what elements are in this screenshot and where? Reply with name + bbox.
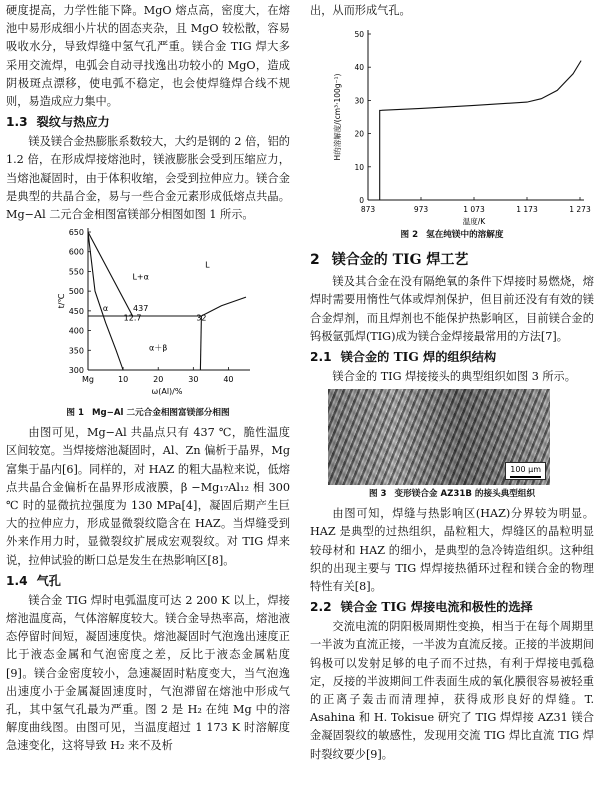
- y-axis-title: H的溶解度/(cm³·100g⁻¹): [333, 73, 342, 161]
- section-number: 2: [310, 252, 320, 269]
- paragraph-eutectic-cracks: 由图可见，Mg−Al 共晶点只有 437 ℃，脆性温度区间较宽。当焊接熔池凝固时，Al、Zn 偏析于晶界，Mg 富集于晶内[6]。同样的，对 HAZ 的粗大晶粒来说，低熔点共晶合金偏析在晶界形成液膜，β −Mg₁₇Al₁₂ 相 300 ℃ 时的显微抗拉强度为 130 MPa[4]，凝固后期产生巨大的拉伸应力，形成显微裂纹隐含在 HAZ。当焊缝受到外来作用力时，显微裂纹扩展成宏观裂纹。对 TIG 焊来说，拉伸试验的断口总是发生在热影响区[8]。: [6, 426, 290, 567]
- section-heading-2: [310, 250, 594, 271]
- x-axis-title: ω(Al)/%: [151, 387, 183, 397]
- section-number: 1.4: [6, 573, 28, 588]
- figure-1-caption-text: Mg−Al 二元合金相图富镁部分相图: [91, 408, 230, 419]
- y-tick-label: 50: [354, 30, 364, 40]
- section-number: 2.1: [310, 350, 332, 365]
- right-column: [310, 2, 594, 764]
- series-line-5: [200, 316, 201, 370]
- y-tick-label: 350: [68, 346, 84, 356]
- y-tick-label: 30: [354, 96, 364, 106]
- y-tick-label: 20: [354, 129, 364, 139]
- paragraph-haz: 由图可知，焊缝与热影响区(HAZ)分界较为明显。HAZ 是典型的过热组织，晶粒粗大，焊缝区的晶粒明显较母材和 HAZ 的细小，是典型的急冷铸造组织。这种组织的出现主要与 TIG 焊焊接热循环过程和镁合金的物理特性有关[8]。: [310, 507, 594, 594]
- figure-3-number: 图 3: [368, 489, 387, 500]
- section-number: 2.2: [310, 600, 332, 615]
- section-heading-1-4: [6, 572, 290, 591]
- section-number: 1.3: [6, 115, 28, 130]
- figure-2-hydrogen-solubility: [310, 20, 594, 226]
- x-tick-label: 40: [223, 375, 234, 385]
- region-label: 437: [133, 304, 149, 314]
- x-tick-label: 10: [118, 375, 129, 385]
- section-heading-2-1: [310, 348, 594, 367]
- series-line-2: [88, 232, 123, 370]
- region-label: α＋β: [149, 343, 168, 353]
- y-tick-label: 650: [68, 228, 84, 238]
- figure-2-caption-text: 氢在纯镁中的溶解度: [426, 230, 504, 241]
- section-title: 镁合金的 TIG 焊工艺: [331, 252, 469, 269]
- y-tick-label: 600: [68, 247, 84, 257]
- region-label: 12.7: [123, 313, 142, 323]
- x-axis-title: 温度/K: [462, 217, 486, 227]
- left-column: [6, 2, 290, 756]
- x-tick-label: 1 173: [516, 205, 538, 215]
- solubility-axes: [332, 30, 591, 226]
- phase-diagram-labels: [103, 261, 210, 353]
- y-axis-title: t/℃: [57, 293, 66, 309]
- section-title: 裂纹与热应力: [36, 115, 110, 130]
- y-tick-label: 10: [354, 163, 364, 173]
- y-tick-label: 300: [68, 366, 84, 376]
- section-title: 镁合金的 TIG 焊的组织结构: [340, 350, 497, 365]
- section-heading-2-2: [310, 598, 594, 617]
- figure-3-caption: [310, 487, 594, 501]
- x-tick-label: 20: [153, 375, 164, 385]
- region-label: L+α: [132, 272, 149, 282]
- figure-3-micrograph: [328, 389, 550, 485]
- paragraph-tig-process: 镁及其合金在没有隔绝氧的条件下焊接时易燃烧，熔焊时需要用惰性气体或焊剂保护，但目前还没有有效的镁合金焊剂，而且焊剂也不能保护热影响区，目前镁合金的钨极氩弧焊(TIG)成为镁合金焊接最常用的方法[7]。: [310, 275, 594, 343]
- phase-diagram-axes: [57, 228, 250, 396]
- paragraph-continuation: 出，从而形成气孔。: [310, 4, 411, 17]
- paragraph-mgo-inclusions: 硬度提高，力学性能下降。MgO 熔点高，密度大，在熔池中易形成细小片状的固态夹杂，且 MgO 较松散，容易吸收水分，导致焊缝中氢气孔严重。镁合金 TIG 焊大多采用交流焊，电弧会自动寻找逸出功较小的 MgO，造成阴极斑点漂移，使电弧不稳定，也会使焊缝焊合线不规则，易造成应力集中。: [6, 4, 290, 109]
- y-tick-label: 450: [68, 307, 84, 317]
- series-line-1: [88, 232, 133, 316]
- section-title: 镁合金 TIG 焊接电流和极性的选择: [340, 600, 533, 615]
- x-tick-label: 1 273: [569, 205, 591, 215]
- solubility-curves: [380, 61, 581, 200]
- paragraph-porosity: 镁合金 TIG 焊时电弧温度可达 2 200 K 以上，焊接熔池温度高，气体溶解度较大。镁合金导热率高，熔池液态停留时间短，凝固速度快。熔池凝固时气泡逸出速度正比于液态金属和气泡密度之差，反比于液态金属粘度[9]。镁合金密度较小，急速凝固时粘度变大，当气泡逸出速度小于金属凝固速度时，气泡滞留在熔池中形成气孔，其中氢气孔最为严重。图 2 是 H₂ 在纯 Mg 中的溶解度曲线图。由图可见，当温度超过 1 173 K 时溶解度急速变化，这将导致 H₂ 来不及析: [6, 593, 290, 753]
- scale-bar-line: [510, 476, 541, 478]
- region-label: L: [205, 260, 210, 270]
- figure-1-caption: [6, 406, 290, 420]
- scale-bar-label: 100 μm: [510, 465, 541, 475]
- x-tick-label: 973: [413, 205, 429, 215]
- figure-2-caption: [310, 228, 594, 242]
- y-tick-label: 500: [68, 287, 84, 297]
- region-label: α: [102, 304, 109, 314]
- series-line-4: [201, 297, 246, 316]
- x-origin-label: Mg: [82, 375, 94, 385]
- paragraph-microstructure-intro: 镁合金的 TIG 焊接接头的典型组织如图 3 所示。: [332, 370, 576, 384]
- x-tick-label: 1 073: [463, 205, 485, 215]
- section-heading-1-3: [6, 113, 290, 132]
- figure-2-number: 图 2: [400, 230, 419, 241]
- x-tick-label: 873: [360, 205, 376, 215]
- scale-bar: [505, 462, 546, 480]
- paragraph-thermal-expansion: 镁及镁合金热膨胀系数较大，大约是钢的 2 倍，铝的 1.2 倍，在形成焊接熔池时，镁液膨胀会受到压缩应力，当熔池凝固时，由于体积收缩，会受到拉伸应力。镁合金是典型的共晶合金，易与一些合金元素形成低熔点共晶。Mg−Al 二元合金相图富镁部分相图如图 1 所示。: [6, 135, 290, 222]
- section-title: 气孔: [36, 573, 61, 588]
- region-label: 32: [196, 313, 207, 323]
- figure-1-phase-diagram: [6, 224, 290, 404]
- y-tick-label: 550: [68, 267, 84, 277]
- x-tick-label: 30: [188, 375, 199, 385]
- paragraph-ac-current: 交流电流的阴阳极周期性变换，相当于在每个周期里一半波为直流正接，一半波为直流反接。正接的半波期间钨极可以发射足够的电子而不过热，有利于焊接电弧稳定，反接的半波期间工件表面生成的氧化膜很容易被轻重的正离子轰击而清理掉，获得成形良好的焊缝。T. Asahina 和 H. Tokisue 研究了 TIG 焊焊接 AZ31 镁合金凝固裂纹的敏感性，发现用交流 TIG 焊比直流 TIG 焊时裂纹要少[9]。: [310, 620, 594, 761]
- y-tick-label: 40: [354, 63, 364, 73]
- y-tick-label: 400: [68, 326, 84, 336]
- figure-1-number: 图 1: [66, 408, 84, 419]
- figure-3-caption-text: 变形镁合金 AZ31B 的接头典型组织: [394, 489, 536, 500]
- y-tick-label: 0: [359, 196, 364, 206]
- series-line-1: [380, 61, 581, 200]
